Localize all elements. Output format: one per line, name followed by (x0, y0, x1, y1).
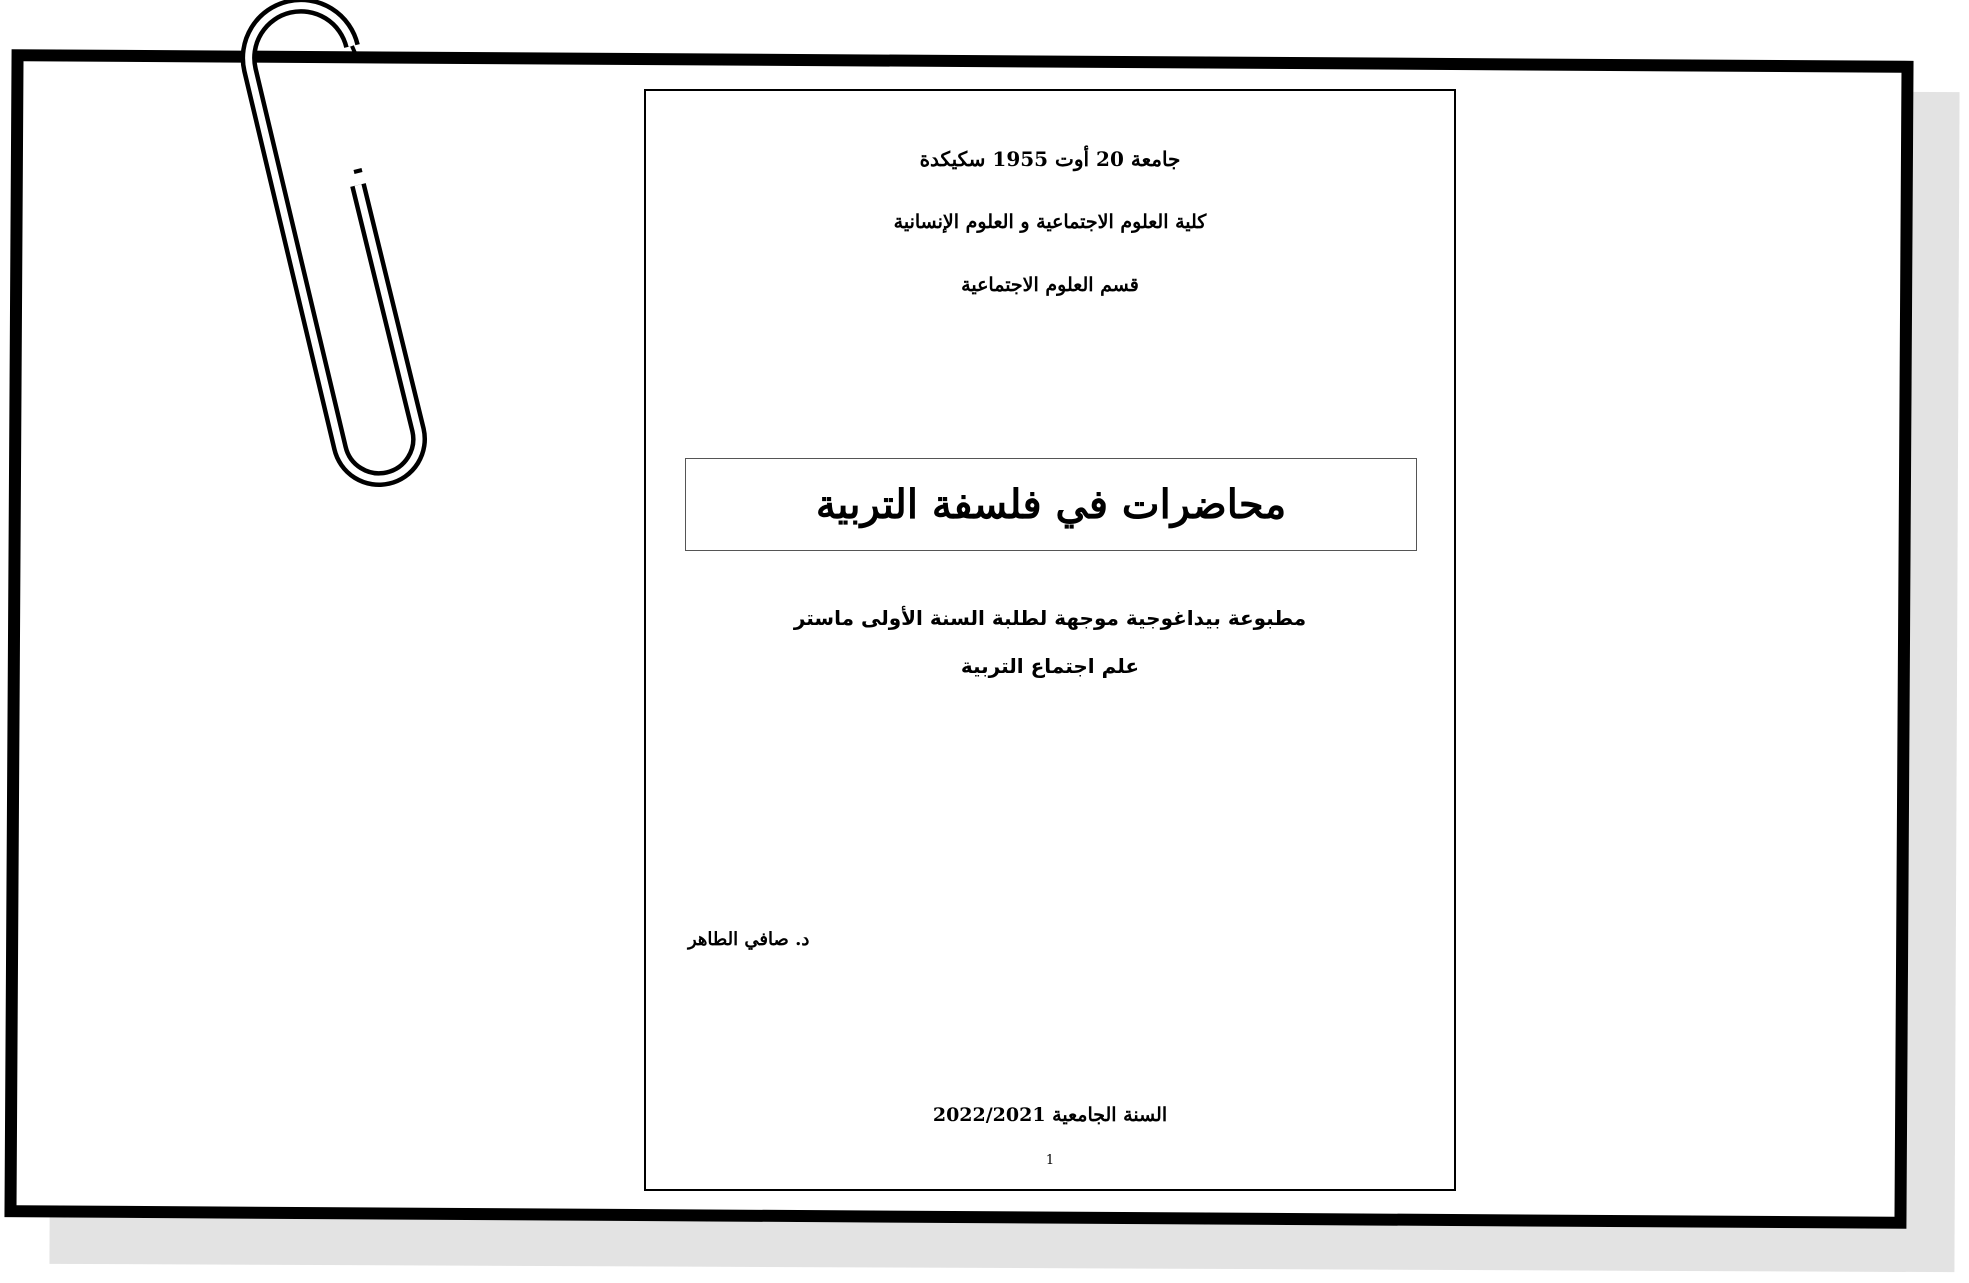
document-title: محاضرات في فلسفة التربية (815, 481, 1287, 528)
department-name: قسم العلوم الاجتماعية (961, 274, 1139, 296)
title-box (685, 458, 1417, 551)
paperclip-icon (200, 0, 470, 520)
document-subtitle: مطبوعة بيداغوجية موجهة لطلبة السنة الأولى ماستر (793, 606, 1307, 630)
academic-year: السنة الجامعية 2022/2021 (932, 1104, 1168, 1126)
document-page (644, 89, 1456, 1191)
university-name: جامعة 20 أوت 1955 سكيكدة (919, 147, 1181, 171)
page-number: 1 (1045, 1153, 1055, 1168)
document-specialty: علم اجتماع التربية (960, 654, 1140, 678)
faculty-name: كلية العلوم الاجتماعية و العلوم الإنسانية (893, 211, 1207, 233)
author-name: د. صافي الطاهر (688, 929, 810, 950)
